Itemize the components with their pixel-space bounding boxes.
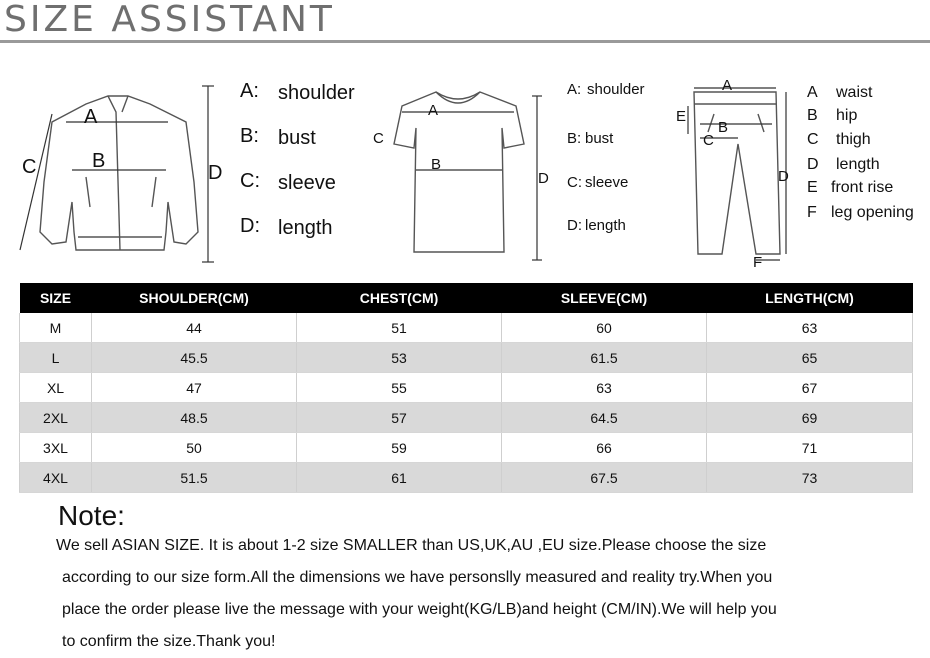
tshirt-letter-b: B: [431, 156, 442, 173]
jacket-legend-key-d: D:: [240, 215, 260, 237]
cell-sleeve: 63: [502, 373, 707, 403]
cell-chest: 59: [297, 433, 502, 463]
cell-shoulder: 47: [92, 373, 297, 403]
cell-shoulder: 50: [92, 433, 297, 463]
cell-length: 73: [707, 463, 913, 493]
pants-legend-text-b: hip: [836, 107, 858, 124]
cell-chest: 57: [297, 403, 502, 433]
tshirt-letter-c: C: [373, 130, 384, 147]
cell-shoulder: 48.5: [92, 403, 297, 433]
header-shoulder: SHOULDER(CM): [92, 283, 297, 313]
cell-length: 67: [707, 373, 913, 403]
cell-shoulder: 51.5: [92, 463, 297, 493]
cell-length: 71: [707, 433, 913, 463]
jacket-letter-c: C: [22, 156, 37, 178]
cell-chest: 61: [297, 463, 502, 493]
cell-size: 2XL: [20, 403, 92, 433]
tshirt-legend-key-c: C:: [567, 174, 582, 191]
jacket-legend-text-c: sleeve: [278, 172, 336, 194]
page-title: SIZE ASSISTANT: [4, 0, 335, 40]
cell-sleeve: 61.5: [502, 343, 707, 373]
jacket-legend-key-a: A:: [240, 80, 259, 102]
cell-size: XL: [20, 373, 92, 403]
note-line-3: place the order please live the message with your weight(KG/LB)and height (CM/IN).We will help you: [62, 601, 777, 618]
tshirt-letter-a: A: [428, 102, 439, 119]
note-line-4: to confirm the size.Thank you!: [62, 633, 276, 650]
pants-letter-e: E: [676, 108, 687, 125]
note-line-2: according to our size form.All the dimensions we have personslly measured and reality try.When you: [62, 569, 773, 586]
pants-letter-a: A: [722, 77, 733, 94]
table-row: [20, 373, 913, 403]
table-header-row: [20, 283, 913, 313]
pants-legend-text-e: front rise: [831, 179, 894, 196]
pants-letter-b: B: [718, 119, 729, 136]
cell-size: 3XL: [20, 433, 92, 463]
cell-chest: 53: [297, 343, 502, 373]
cell-shoulder: 44: [92, 313, 297, 343]
cell-sleeve: 66: [502, 433, 707, 463]
jacket-sketch: [16, 82, 221, 267]
cell-length: 69: [707, 403, 913, 433]
table-row: [20, 433, 913, 463]
jacket-legend-key-c: C:: [240, 170, 260, 192]
header-chest: CHEST(CM): [297, 283, 502, 313]
cell-length: 63: [707, 313, 913, 343]
pants-legend-key-f: F: [807, 204, 817, 221]
tshirt-legend-text-b: bust: [585, 130, 614, 147]
note-line-1: We sell ASIAN SIZE. It is about 1-2 size SMALLER than US,UK,AU ,EU size.Please choose the size: [56, 537, 767, 554]
cell-size: L: [20, 343, 92, 373]
table-row: [20, 463, 913, 493]
cell-shoulder: 45.5: [92, 343, 297, 373]
cell-sleeve: 60: [502, 313, 707, 343]
pants-letter-d: D: [778, 168, 789, 185]
pants-legend-text-d: length: [836, 156, 880, 173]
tshirt-legend-key-b: B:: [567, 130, 582, 147]
tshirt-legend-key-d: D:: [567, 217, 582, 234]
header-length: LENGTH(CM): [707, 283, 913, 313]
header-sleeve: SLEEVE(CM): [502, 283, 707, 313]
size-table: [19, 283, 913, 493]
cell-length: 65: [707, 343, 913, 373]
table-row: [20, 313, 913, 343]
cell-size: 4XL: [20, 463, 92, 493]
tshirt-letter-d: D: [538, 170, 549, 187]
pants-letter-f: F: [753, 254, 763, 271]
jacket-letter-d: D: [208, 162, 223, 184]
note-body: [56, 530, 916, 658]
tshirt-length-bracket: [530, 94, 544, 262]
jacket-legend-key-b: B:: [240, 125, 259, 147]
tshirt-legend-key-a: A:: [567, 81, 582, 98]
cell-size: M: [20, 313, 92, 343]
size-diagrams: [0, 70, 930, 280]
cell-sleeve: 67.5: [502, 463, 707, 493]
tshirt-sketch: [388, 84, 528, 259]
pants-legend-text-f: leg opening: [831, 204, 914, 221]
tshirt-legend-text-c: sleeve: [585, 174, 629, 191]
tshirt-legend-text-a: shoulder: [587, 81, 645, 98]
table-row: [20, 343, 913, 373]
jacket-letter-a: A: [84, 106, 98, 128]
pants-legend-text-a: waist: [836, 84, 873, 101]
tshirt-legend-text-d: length: [585, 217, 626, 234]
pants-legend-key-d: D: [807, 156, 819, 173]
pants-legend-key-e: E: [807, 179, 818, 196]
title-divider: [0, 40, 930, 43]
cell-chest: 55: [297, 373, 502, 403]
jacket-length-bracket: [200, 84, 216, 264]
jacket-letter-b: B: [92, 150, 106, 172]
pants-letter-c: C: [703, 132, 714, 149]
pants-legend-key-b: B: [807, 107, 818, 124]
pants-legend-text-c: thigh: [836, 131, 871, 148]
jacket-legend-text-d: length: [278, 217, 333, 239]
jacket-legend-text-b: bust: [278, 127, 316, 149]
note-title: Note:: [58, 500, 125, 531]
jacket-legend-text-a: shoulder: [278, 82, 355, 104]
header-size: SIZE: [20, 283, 92, 313]
pants-legend-key-a: A: [807, 84, 818, 101]
pants-legend-key-c: C: [807, 131, 819, 148]
cell-sleeve: 64.5: [502, 403, 707, 433]
table-row: [20, 403, 913, 433]
cell-chest: 51: [297, 313, 502, 343]
